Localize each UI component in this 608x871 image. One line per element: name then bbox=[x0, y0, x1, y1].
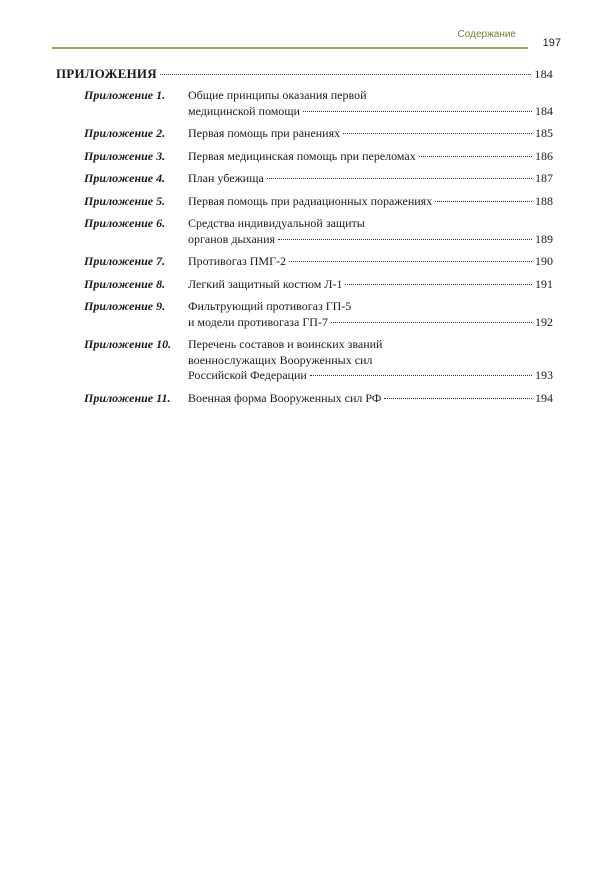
toc-entry[interactable] bbox=[84, 126, 553, 142]
toc-entry-label: Приложение 11. bbox=[84, 390, 171, 405]
dot-leader bbox=[278, 239, 532, 240]
toc-entry-title-line: Противогаз ПМГ-2 bbox=[188, 254, 287, 268]
dot-leader bbox=[419, 156, 532, 157]
dot-leader bbox=[303, 111, 532, 112]
toc-entry-page: 186 bbox=[535, 148, 553, 163]
toc-entry-title-line: медицинской помощи bbox=[188, 103, 300, 118]
toc-entry[interactable] bbox=[84, 277, 553, 293]
toc-entry-label: Приложение 8. bbox=[84, 276, 166, 291]
toc-entry-title-line: Первая помощь при ранениях bbox=[188, 126, 341, 140]
toc-entry-label: Приложение 9. bbox=[84, 299, 166, 313]
toc-entry-page: 190 bbox=[535, 254, 553, 268]
toc-entry-label: Приложение 1. bbox=[84, 88, 166, 102]
dot-leader bbox=[310, 375, 532, 376]
toc-entry-label: Приложение 2. bbox=[84, 126, 166, 140]
toc-entry-title-line: Первая помощь при радиационных поражениях bbox=[188, 193, 433, 208]
dot-leader bbox=[267, 178, 532, 179]
toc-entry-label: Приложение 6. bbox=[84, 216, 166, 230]
dot-leader bbox=[384, 398, 532, 399]
toc-entry[interactable] bbox=[84, 194, 553, 210]
toc-entry-title-line: Военная форма Вооруженных сил РФ bbox=[188, 390, 382, 405]
toc-entry-title-line: Первая медицинская помощь при переломах bbox=[188, 148, 416, 163]
toc-entry-label: Приложение 5. bbox=[84, 193, 166, 208]
dot-leader bbox=[345, 284, 532, 285]
toc-entry-page: 191 bbox=[535, 276, 553, 291]
toc-entry-label: Приложение 7. bbox=[84, 254, 166, 268]
toc-entry[interactable] bbox=[84, 171, 553, 187]
toc-entry-title-line: Российской Федерации bbox=[188, 368, 307, 382]
toc-entry-page: 189 bbox=[535, 231, 553, 246]
table-of-contents bbox=[56, 66, 553, 413]
toc-entry-page: 188 bbox=[535, 193, 553, 208]
toc-entry-page: 194 bbox=[535, 390, 553, 405]
toc-entry-label: Приложение 3. bbox=[84, 148, 166, 163]
toc-section-heading[interactable] bbox=[56, 66, 553, 88]
toc-entry-page: 187 bbox=[535, 171, 553, 185]
toc-entry[interactable] bbox=[84, 391, 553, 407]
toc-entry-page: 185 bbox=[535, 126, 553, 140]
toc-entry-label: Приложение 10. bbox=[84, 337, 172, 351]
toc-entry-title-line: органов дыхания bbox=[188, 231, 276, 246]
toc-entry-page: 193 bbox=[535, 368, 553, 382]
dot-leader bbox=[160, 74, 532, 75]
toc-entry[interactable] bbox=[84, 88, 553, 119]
section-page: 184 bbox=[534, 67, 553, 81]
dot-leader bbox=[289, 261, 532, 262]
running-header-label: Содержание bbox=[457, 29, 516, 40]
dot-leader bbox=[343, 133, 532, 134]
toc-entry[interactable] bbox=[84, 299, 553, 330]
toc-entry-page: 184 bbox=[535, 103, 553, 118]
dot-leader bbox=[331, 322, 532, 323]
toc-entry-title-line: военнослужащих Вооруженных сил bbox=[188, 352, 373, 367]
toc-entry[interactable] bbox=[84, 216, 553, 247]
toc-entry-page: 192 bbox=[535, 314, 553, 329]
page-number: 197 bbox=[542, 37, 561, 49]
toc-entry-title-line: и модели противогаза ГП-7 bbox=[188, 314, 328, 329]
toc-entry[interactable] bbox=[84, 149, 553, 165]
toc-entry-title-line: Средства индивидуальной защиты bbox=[188, 216, 365, 230]
toc-entry-title-line: Легкий защитный костюм Л-1 bbox=[188, 276, 343, 291]
toc-entry[interactable] bbox=[84, 254, 553, 270]
section-title: ПРИЛОЖЕНИЯ bbox=[56, 66, 157, 81]
toc-entry-list bbox=[56, 88, 553, 406]
toc-entry-title-line: Общие принципы оказания первой bbox=[188, 88, 367, 102]
toc-entry-label: Приложение 4. bbox=[84, 171, 166, 185]
toc-entry-title-line: Перечень составов и воинских званий bbox=[188, 337, 383, 351]
toc-entry[interactable] bbox=[84, 337, 553, 384]
header-rule bbox=[52, 47, 528, 49]
toc-entry-title-line: Фильтрующий противогаз ГП-5 bbox=[188, 299, 352, 313]
toc-entry-title-line: План убежища bbox=[188, 171, 264, 185]
dot-leader bbox=[435, 201, 532, 202]
